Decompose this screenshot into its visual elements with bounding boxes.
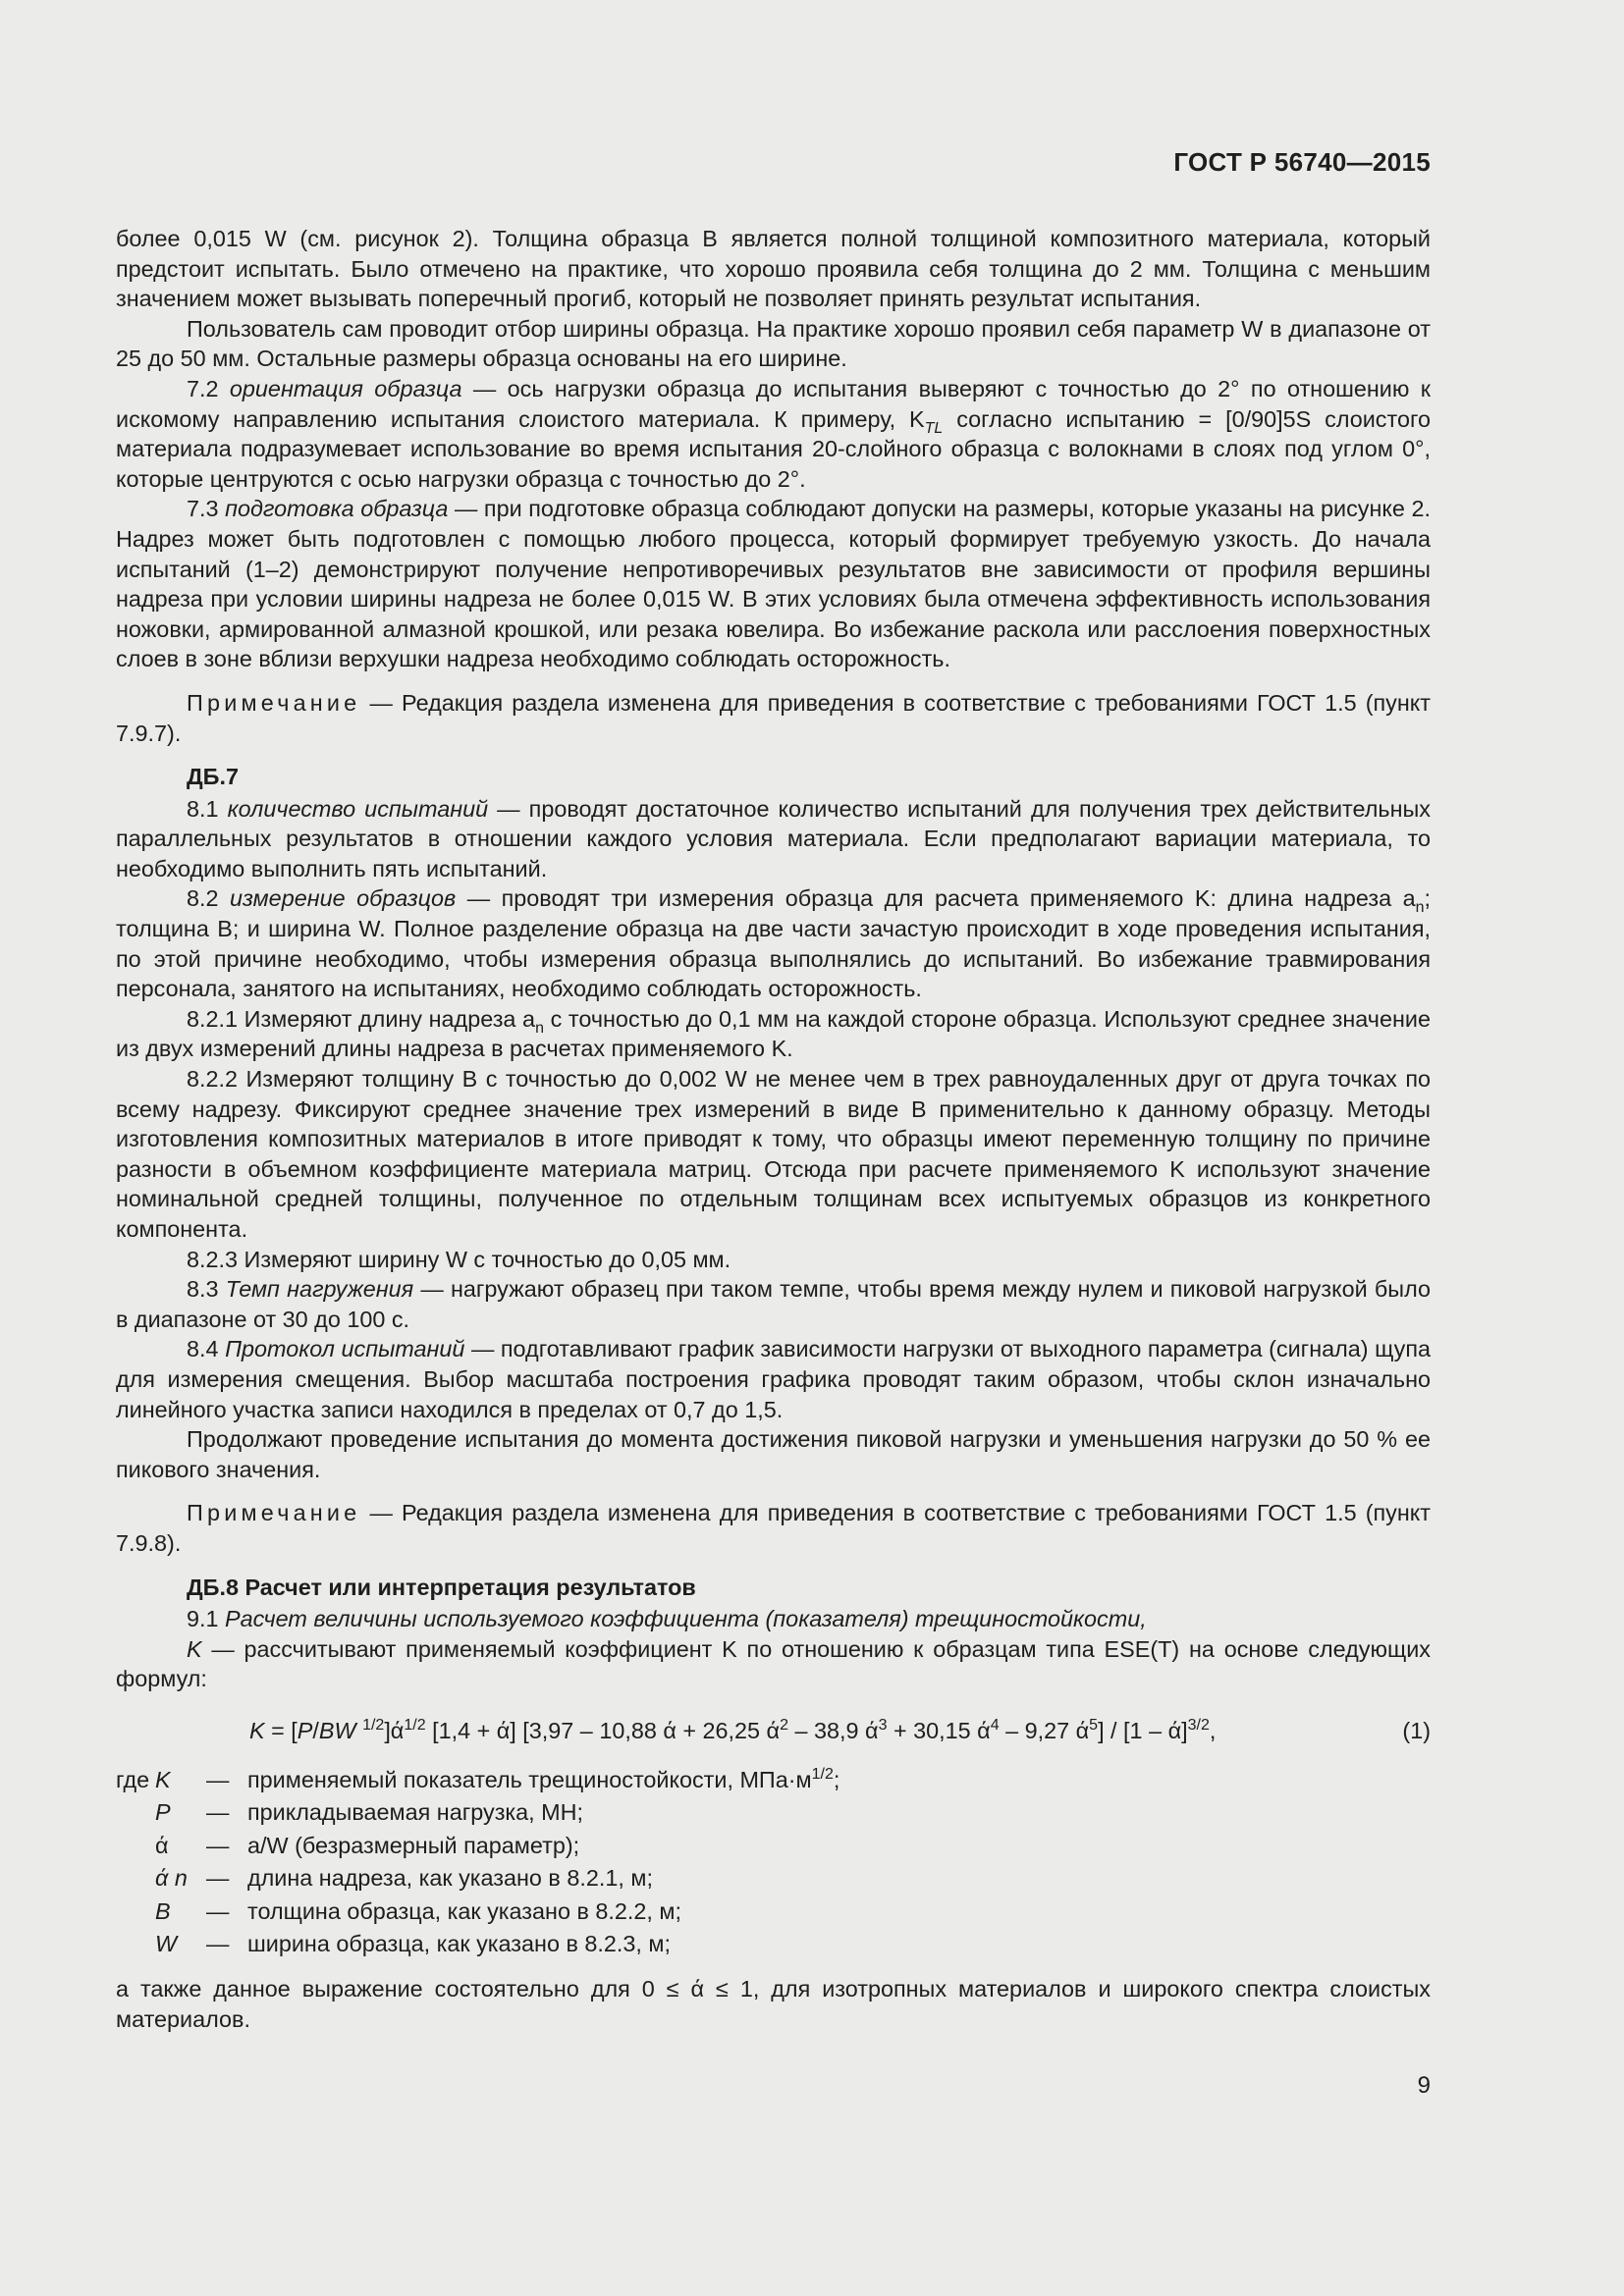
paragraph-8-4: 8.4 Протокол испытаний — подготавливают график зависимости нагрузки от выходного параметра (сигнала) щупа для измерения смещения. Выбор масштаба построения графика проводят таким образом, чтобы склон изначально линейного участка записи находился в пределах от 0,7 до 1,5.	[116, 1336, 1431, 1422]
heading-db7: ДБ.7	[187, 764, 239, 790]
paragraph-8-2-1: 8.2.1 Измеряют длину надреза $a_n$ с точностью до 0,1 мм на каждой стороне образца. Используют среднее значение из двух измерений длины надреза в расчетах применяемого K.	[116, 1005, 1431, 1062]
paragraph-specimen-thickness: более 0,015 W (см. рисунок 2). Толщина образца B является полной толщиной композитного материала, который предстоит испытать. Было отмечено на практике, что хорошо проявила себя толщина до 2 мм. Толщина с меньшим значением может вызывать поперечный прогиб, который не позволяет принять результат испытания.	[116, 226, 1431, 312]
term-specimen-orientation: ориентация образца	[229, 375, 462, 401]
term-number-of-tests: количество испытаний	[227, 795, 489, 822]
symbol-W: W	[155, 1931, 178, 1957]
definition-row: P — прикладываемая нагрузка, МН;	[155, 1799, 584, 1826]
paragraph-8-3: 8.3 Темп нагружения — нагружают образец при таком темпе, чтобы время между нулем и пиковой нагрузкой было в диапазоне от 30 до 100 с.	[116, 1276, 1431, 1332]
paragraph-8-1: 8.1 количество испытаний — проводят достаточное количество испытаний для получения трех действительных параллельных результатов в отношении каждого условия материала. Если предполагают вариации материала, то необходимо выполнить пять испытаний.	[116, 795, 1431, 881]
term-specimen-preparation: подготовка образца	[225, 496, 449, 522]
note-label: Примечание	[187, 1500, 361, 1526]
note-7-9-7: Примечание — Редакция раздела изменена для приведения в соответствие с требованиями ГОСТ 1.5 (пункт 7.9.7).	[116, 689, 1431, 746]
document-body	[116, 224, 1431, 2034]
term-fracture-toughness: Расчет величины используемого коэффициента (показателя) трещиностойкости,	[225, 1606, 1147, 1632]
note-label: Примечание	[187, 689, 361, 716]
paragraph-9-1-formula-intro: K — рассчитывают применяемый коэффициент K по отношению к образцам типа ESE(T) на основе следующих формул:	[116, 1635, 1431, 1692]
paragraph-validity-range: а также данное выражение состоятельно для 0 ≤ ά ≤ 1, для изотропных материалов и широкого спектра слоистых материалов.	[116, 1975, 1431, 2032]
page-number: 9	[1417, 2072, 1431, 2099]
term-loading-rate: Темп нагружения	[225, 1276, 414, 1303]
formula-number: (1)	[1402, 1717, 1431, 1743]
paragraph-7-2: 7.2 ориентация образца — ось нагрузки образца до испытания выверяют с точностью до 2° по отношению к искомому направлению испытания слоистого материала. К примеру, $K_{TL}$ согласно испытанию = [0/90]5S слоистого материала подразумевает использование во время испытания 20-слойного образца с волокнами в слоях под углом 0°, которые центруются с осью нагрузки образца с точностью до 2°.	[116, 375, 1431, 492]
heading-db8: ДБ.8 Расчет или интерпретация результатов	[187, 1574, 696, 1600]
term-specimen-measurement: измерение образцов	[230, 885, 457, 912]
definition-row: W — ширина образца, как указано в 8.2.3, м;	[155, 1931, 671, 1957]
definition-row: ά — a/W (безразмерный параметр);	[116, 1831, 1431, 1864]
paragraph-8-2-3: 8.2.3 Измеряют ширину W с точностью до 0,05 мм.	[187, 1246, 731, 1272]
definitions-list	[116, 1765, 1431, 1962]
note-7-9-8: Примечание — Редакция раздела изменена для приведения в соответствие с требованиями ГОСТ 1.5 (пункт 7.9.8).	[116, 1500, 1431, 1556]
symbol-alpha-n: ά n	[155, 1865, 188, 1892]
paragraph-7-3: 7.3 подготовка образца — при подготовке образца соблюдают допуски на размеры, которые указаны на рисунке 2. Надрез может быть подготовлен с помощью любого процесса, который формирует требуемую узкость. До начала испытаний (1–2) демонстрируют получение непротиворечивых результатов вне зависимости от профиля вершины надреза при условии ширины надреза не более 0,015 W. В этих условиях была отмечена эффективность использования ножовки, армированной алмазной крошкой, или резака ювелира. Во избежание раскола или расслоения поверхностных слоев в зоне вблизи верхушки надреза необходимо соблюдать осторожность.	[116, 496, 1431, 672]
paragraph-8-2-2: 8.2.2 Измеряют толщину B с точностью до 0,002 W не менее чем в трех равноудаленных друг от друга точках по всему надрезу. Фиксируют среднее значение трех измерений в виде B применительно к данному образцу. Методы изготовления композитных материалов в итоге приводят к тому, что образцы имеют переменную толщину по причине разности в объемном коэффициенте материала матриц. Отсюда при расчете применяемого K используют значение номинальной средней толщины, полученное по отдельным толщинам всех испытуемых образцов из конкретного компонента.	[116, 1066, 1431, 1242]
formula-1	[116, 1714, 1431, 1747]
definition-row: ά n — длина надреза, как указано в 8.2.1, м;	[155, 1865, 653, 1892]
formula-expression: K = [P/BW $^{1/2}]ά^{1/2}$ [1,4 + ά] [3,97 – 10,88 ά + 26,25 $ά^2 - 38,9$ $ά^3 + 30,15$ $ά^4 - 9,27$ $ά^5] / [1 - ά]^{3/2}$,	[249, 1716, 1217, 1743]
definitions-prefix: где	[116, 1766, 150, 1792]
paragraph-8-2: 8.2 измерение образцов — проводят три измерения образца для расчета применяемого K: длина надреза $a_n$; толщина B; и ширина W. Полное разделение образца на две части зачастую происходит в ходе проведения испытания, по этой причине необходимо, чтобы измерения образца выполнялись до испытаний. Во избежание травмирования персонала, занятого на испытаниях, необходимо соблюдать осторожность.	[116, 885, 1431, 1002]
paragraph-continue-test: Продолжают проведение испытания до момента достижения пиковой нагрузки и уменьшения нагрузки до 50 % ее пикового значения.	[116, 1426, 1431, 1482]
symbol-alpha: ά	[155, 1832, 169, 1858]
term-test-record: Протокол испытаний	[225, 1336, 465, 1362]
definition-row: B — толщина образца, как указано в 8.2.2, м;	[155, 1897, 681, 1924]
p1-text: 0,015 W (см. рисунок 2). Толщина образца B является полной толщиной композитного материала, который предстоит испытать. Было отмечено на практике, что хорошо проявила себя толщина до 2 мм. Толщина с меньшим значением может вызывать поперечный прогиб, который не позволяет принять результат испытания.	[116, 226, 1431, 312]
symbol-B: B	[155, 1897, 171, 1924]
paragraph-9-1: 9.1 Расчет величины используемого коэффициента (показателя) трещиностойкости,	[187, 1606, 1147, 1632]
definition-row: где K — применяемый показатель трещиностойкости, $МПа\cdot м^{1/2}$;	[116, 1765, 1431, 1798]
document-code: ГОСТ Р 56740—2015	[1173, 147, 1431, 177]
paragraph-specimen-width: Пользователь сам проводит отбор ширины образца. На практике хорошо проявил себя параметр W в диапазоне от 25 до 50 мм. Остальные размеры образца основаны на его ширине.	[116, 315, 1431, 372]
symbol-P: P	[155, 1799, 171, 1826]
symbol-K: K	[155, 1766, 171, 1792]
